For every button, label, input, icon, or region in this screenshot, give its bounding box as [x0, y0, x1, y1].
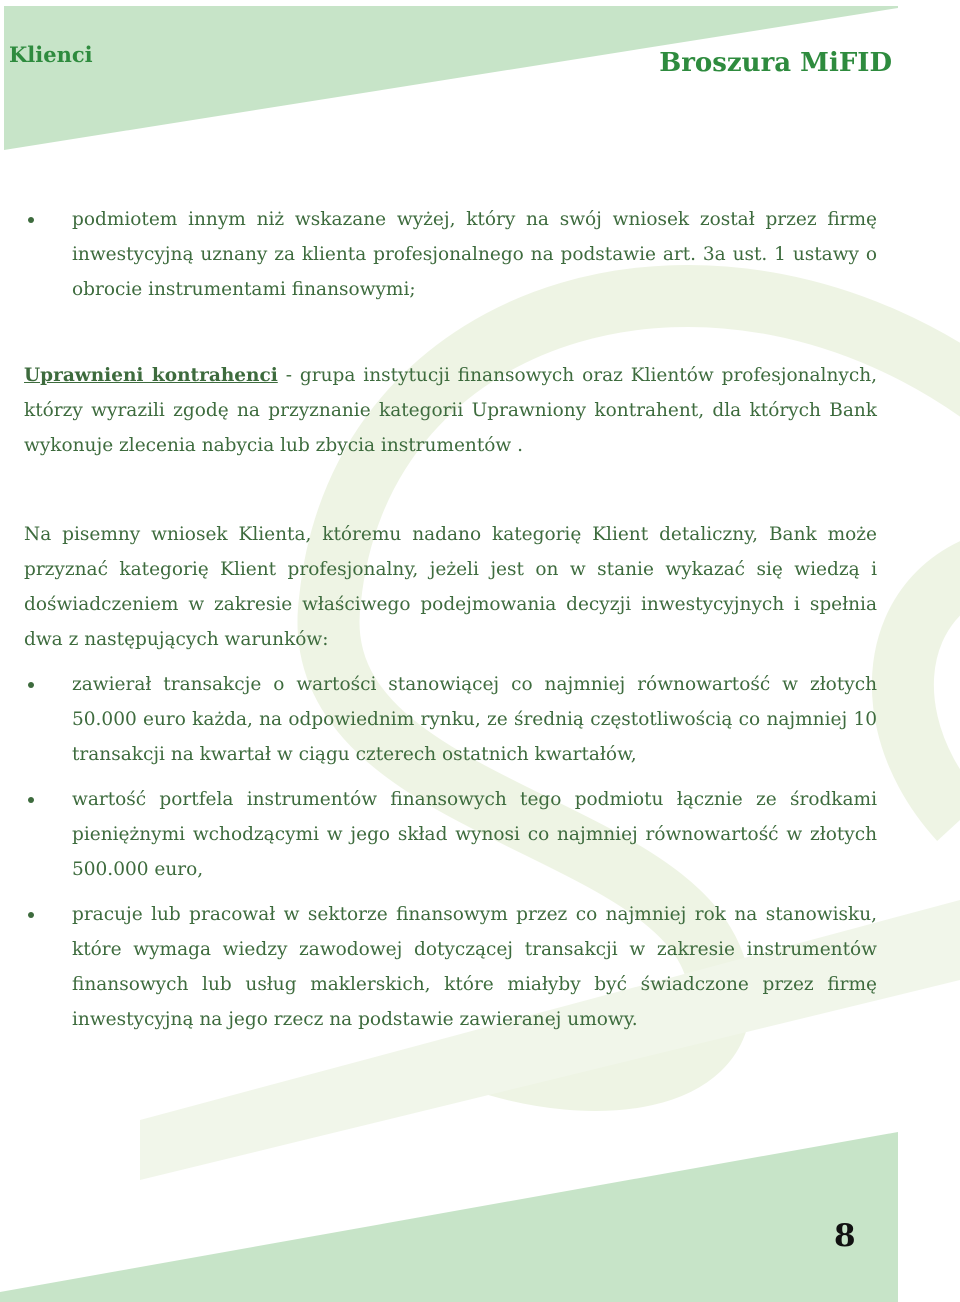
- conditions-intro-paragraph: Na pisemny wniosek Klienta, któremu nadano kategorię Klient detaliczny, Bank może przyznać kategorię Klient profesjonalny, jeżeli jest on w stanie wykazać się wiedzą i doświadczeniem w zakresie właściwego podejmowania decyzji inwestycyjnych i spełnia dwa z następujących warunków:: [24, 524, 877, 650]
- brochure-title: Broszura MiFID: [659, 48, 892, 78]
- section-title: Klienci: [9, 42, 93, 67]
- condition-item-transactions: zawierał transakcje o wartości stanowiącej co najmniej równowartość w złotych 50.000 euro każda, na odpowiednim rynku, ze średnią częstotliwością co najmniej 10 transakcji na kwartał w ciągu czterech ostatnich kwartałów,: [24, 667, 877, 772]
- condition-item-portfolio: wartość portfela instrumentów finansowych tego podmiotu łącznie ze środkami pieniężnymi wchodzącymi w jego skład wynosi co najmniej równowartość w złotych 500.000 euro,: [24, 782, 877, 887]
- page-number: 8: [834, 1218, 856, 1254]
- definition-paragraph: [24, 358, 877, 463]
- list-item-professional-client: podmiotem innym niż wskazane wyżej, który na swój wniosek został przez firmę inwestycyjną uznany za klienta profesjonalnego na podstawie art. 3a ust. 1 ustawy o obrocie instrumentami finansowymi;: [24, 202, 877, 307]
- condition-item-experience: pracuje lub pracował w sektorze finansowym przez co najmniej rok na stanowisku, które wymaga wiedzy zawodowej dotyczącej transakcji w zakresie instrumentów finansowych lub usług maklerskich, które miałyby być świadczone przez firmę inwestycyjną na jego rzecz na podstawie zawieranej umowy.: [24, 897, 877, 1037]
- definition-text: - grupa instytucji finansowych oraz Klientów profesjonalnych, którzy wyrazili zgodę na przyznanie kategorii Uprawniony kontrahent, dla których Bank wykonuje zlecenia nabycia lub zbycia instrumentów .: [24, 365, 877, 456]
- footer-band: [0, 1132, 898, 1302]
- definition-term: Uprawnieni kontrahenci: [24, 365, 278, 386]
- header-band: [4, 6, 898, 150]
- page-content: [24, 202, 877, 1037]
